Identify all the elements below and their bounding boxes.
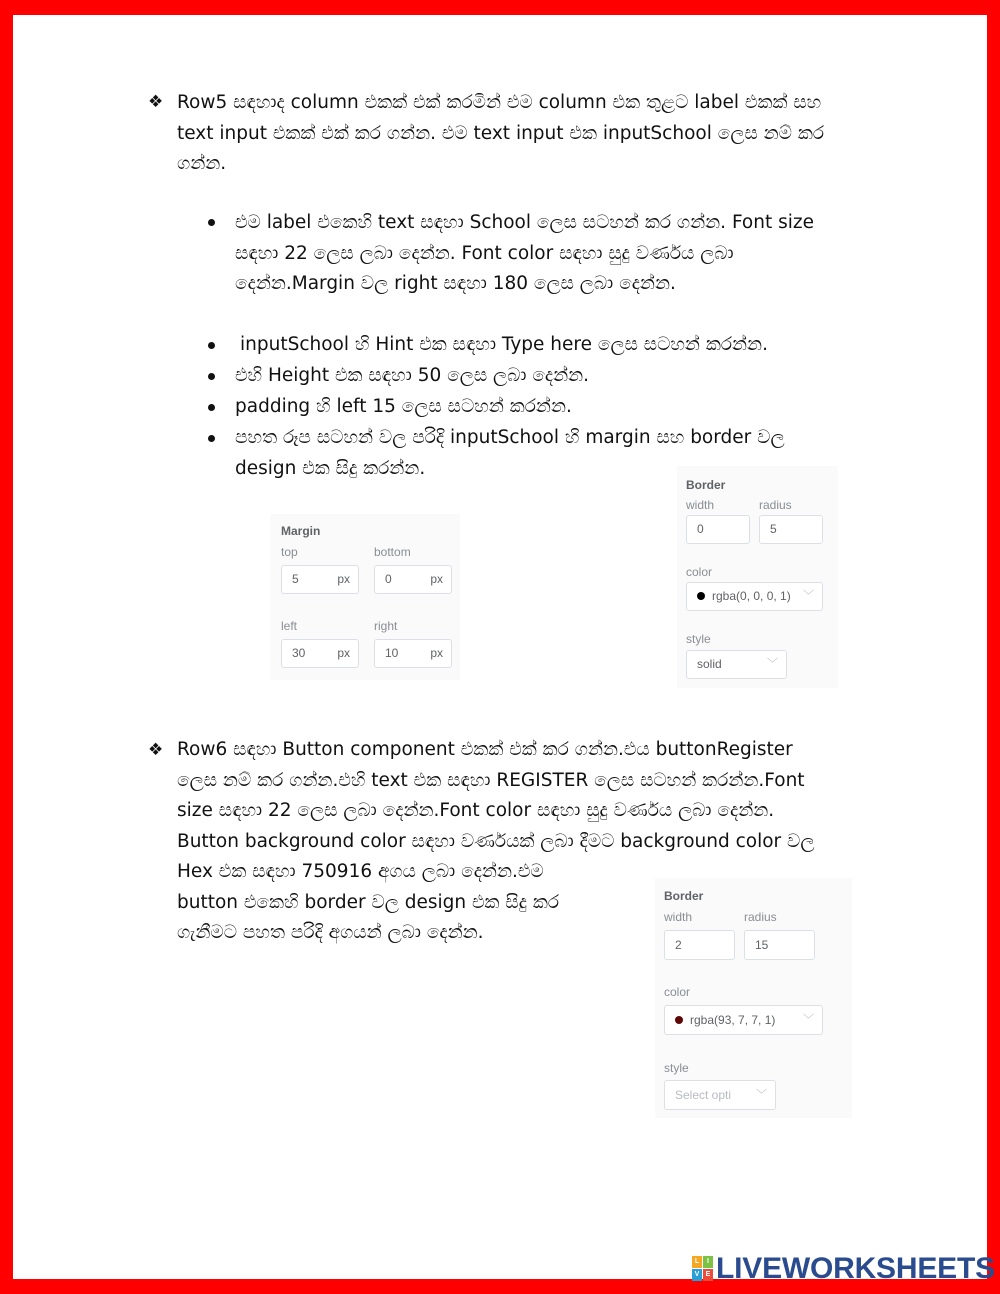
text-line: ලෙස නම් කර ගන්න.එහි text එක සඳහා REGISTER ලෙස සටහන් කරන්න.Font — [177, 769, 805, 791]
border-style-label: style — [686, 632, 711, 646]
bullet-height-text: එහි Height එක සඳහා 50 ලෙස ලබා දෙන්න. — [235, 365, 590, 386]
bullet-dot-icon — [208, 435, 215, 442]
border-panel-button — [655, 878, 852, 1118]
text-line: Row6 සඳහා Button component එකක් එක් කර ගන්න.එය buttonRegister — [177, 739, 793, 760]
text-line: Hex එක සඳහා 750916 අගය ලබා දෙන්න.එම — [177, 861, 544, 882]
border-width-input[interactable]: 0 — [686, 515, 750, 544]
border-width-label: width — [686, 498, 715, 512]
bullet-dot-icon — [208, 404, 215, 411]
logo-cube: I — [703, 1256, 713, 1268]
bullet-label-text — [235, 208, 814, 300]
margin-bottom-input[interactable] — [374, 565, 452, 594]
margin-left-label: left — [281, 619, 298, 633]
border-style-label: style — [664, 1061, 689, 1075]
border-color-value: rgba(93, 7, 7, 1) — [690, 1013, 776, 1027]
border-radius-label: radius — [759, 498, 792, 512]
border-radius-label: radius — [744, 910, 777, 924]
border-style-select[interactable] — [686, 650, 787, 679]
margin-bottom-value: 0 — [385, 572, 392, 586]
margin-title: Margin — [281, 524, 321, 538]
chevron-down-icon: ﹀ — [756, 1089, 767, 1101]
text-line: පහත රූප සටහන් වල පරිදි inputSchool හි margin සහ border වල — [235, 427, 785, 448]
margin-top-label: top — [281, 545, 298, 559]
border-radius-input[interactable]: 5 — [759, 515, 823, 544]
border-panel-input — [677, 466, 838, 688]
border-radius-input[interactable]: 15 — [744, 930, 815, 960]
text-line: ගන්න. — [177, 153, 227, 174]
color-swatch-icon — [697, 592, 705, 600]
margin-top-input[interactable] — [281, 565, 359, 594]
color-swatch-icon — [675, 1016, 683, 1024]
chevron-down-icon: ﹀ — [803, 590, 814, 602]
text-line: design එක සිදු කරන්න. — [235, 457, 426, 479]
margin-left-input[interactable] — [281, 639, 359, 668]
text-line: ගැනීමට පහත පරිදි අගයන් ලබා දෙන්න. — [177, 922, 484, 943]
text-line: button එකෙහි border වල design එක සිදු කර — [177, 891, 560, 913]
margin-panel — [270, 514, 460, 680]
border-title: Border — [686, 478, 726, 492]
unit-label: px — [430, 646, 443, 660]
text-line: එම label එකෙහි text සඳහා School ලෙස සටහන් කර ගන්න. Font size — [235, 212, 814, 233]
text-line: Row5 සඳහාද column එකක් එක් කරමින් එම column එක තුළට label එකක් සහ — [177, 92, 822, 113]
border-style-placeholder: Select opti — [675, 1088, 732, 1102]
border-color-select[interactable] — [664, 1005, 823, 1035]
margin-right-label: right — [374, 619, 398, 633]
logo-text: LIVEWORKSHEETS — [716, 1252, 995, 1285]
section1-paragraph — [177, 88, 824, 180]
bullet-dot-icon — [208, 373, 215, 380]
logo-cubes-icon — [692, 1256, 714, 1282]
border-width-label: width — [664, 910, 693, 924]
border-style-value: solid — [697, 657, 722, 671]
diamond-bullet-icon: ❖ — [148, 92, 164, 112]
margin-right-input[interactable] — [374, 639, 452, 668]
border-style-select[interactable] — [664, 1080, 776, 1110]
text-line: දෙන්න.Margin වල right සඳහා 180 ලෙස ලබා දෙන්න. — [235, 273, 676, 294]
bullet-hint-text: inputSchool හි Hint එක සඳහා Type here ලෙස සටහන් කරන්න. — [240, 334, 768, 355]
border-color-select[interactable] — [686, 582, 823, 611]
text-line: Button background color සඳහා වර්ණයක් ලබා දීමට background color වල — [177, 830, 815, 852]
border-color-label: color — [686, 565, 713, 579]
unit-label: px — [430, 572, 443, 586]
text-line: size සඳහා 22 ලෙස ලබා දෙන්න.Font color සඳහා සුදු වර්ණය ලබා දෙන්න. — [177, 800, 775, 821]
unit-label: px — [337, 646, 350, 660]
border-color-label: color — [664, 985, 691, 999]
logo-cube: V — [692, 1269, 702, 1281]
liveworksheets-logo — [692, 1252, 995, 1285]
logo-cube: E — [703, 1269, 713, 1281]
margin-top-value: 5 — [292, 572, 299, 586]
text-line: සඳහා 22 ලෙස ලබා දෙන්න. Font color සඳහා සුදු වර්ණය ලබා — [235, 242, 734, 264]
bullet-padding-text: padding හි left 15 ලෙස සටහන් කරන්න. — [235, 396, 572, 417]
diamond-bullet-icon: ❖ — [148, 740, 164, 760]
unit-label: px — [337, 572, 350, 586]
chevron-down-icon: ﹀ — [803, 1014, 814, 1026]
bullet-dot-icon — [208, 342, 215, 349]
logo-cube: L — [692, 1256, 702, 1268]
border-color-value: rgba(0, 0, 0, 1) — [712, 589, 791, 603]
margin-right-value: 10 — [385, 646, 399, 660]
margin-left-value: 30 — [292, 646, 306, 660]
border-width-input[interactable]: 2 — [664, 930, 735, 960]
text-line: text input එකක් එක් කර ගන්න. එම text input එක inputSchool ලෙස නම් කර — [177, 122, 825, 144]
bullet-dot-icon — [208, 219, 215, 226]
chevron-down-icon: ﹀ — [767, 658, 778, 670]
margin-bottom-label: bottom — [374, 545, 411, 559]
border-title: Border — [664, 889, 704, 903]
